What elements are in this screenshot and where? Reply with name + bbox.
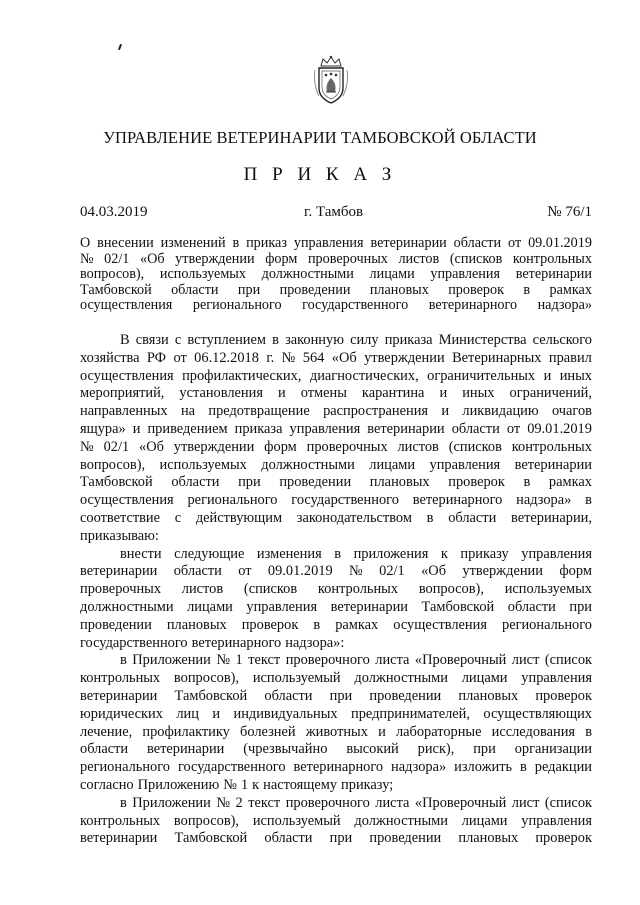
subject-line: осуществления регионального государственного ветеринарного надзора» xyxy=(80,297,592,314)
body-line: хозяйства РФ от 06.12.2018 г. № 564 «Об утверждении Ветеринарных правил xyxy=(80,349,592,366)
subject-line: Тамбовской области при проведении плановых проверок в рамках xyxy=(80,281,592,298)
subject-line: О внесении изменений в приказ управления ветеринарии области от 09.01.2019 xyxy=(80,235,592,251)
body-line: ветеринарии области от 09.01.2019 № 02/1 «Об утверждении форм xyxy=(80,563,592,580)
subject-line: вопросов), используемых должностными лицами управления ветеринарии xyxy=(80,266,592,283)
body-line: в Приложении № 2 текст проверочного листа «Проверочный лист (список xyxy=(120,794,592,811)
body-line: осуществления профилактических, диагностических, ограничительных и иных xyxy=(80,367,592,384)
body-line: № 02/1 «Об утверждении форм проверочных листов (списков контрольных xyxy=(80,438,592,455)
body-line: внести следующие изменения в приложения к приказу управления xyxy=(120,545,592,562)
body-line: приказываю: xyxy=(80,527,159,544)
organization-title: УПРАВЛЕНИЕ ВЕТЕРИНАРИИ ТАМБОВСКОЙ ОБЛАСТИ xyxy=(103,128,537,147)
body-line: осуществления регионального государственного ветеринарного надзора» в xyxy=(80,492,592,509)
body-line: юридических лиц и индивидуальных предпринимателей, осуществляющих xyxy=(80,705,592,722)
body-line: лечение, профилактику болезней животных и лабораторные исследования в xyxy=(80,723,592,740)
body-line: Тамбовской области при проведении плановых проверок в рамках xyxy=(80,474,592,491)
body-line: в Приложении № 1 текст проверочного листа «Проверочный лист (список xyxy=(120,652,592,669)
body-line: регионального государственного ветеринарного надзора» изложить в редакции xyxy=(80,759,592,776)
body-line: государственного ветеринарного надзора»: xyxy=(80,634,345,651)
document-body xyxy=(80,332,592,848)
coat-of-arms-emblem xyxy=(311,54,351,106)
subject-line: № 02/1 «Об утверждении форм проверочных листов (списков контрольных xyxy=(80,250,592,267)
body-line: ящура» и приведением приказа управления ветеринарии области от 09.01.2019 xyxy=(80,420,592,437)
body-line: проведении плановых проверок в рамках осуществления регионального xyxy=(80,616,592,633)
document-subject xyxy=(80,236,592,314)
document-type-title: П Р И К А З xyxy=(243,164,397,185)
document-meta-row xyxy=(80,204,592,224)
document-city: г. Тамбов xyxy=(304,204,364,220)
body-line: контрольных вопросов), используемый должностными лицами управления xyxy=(80,670,592,687)
body-line: вопросов), используемых должностными лицами управления ветеринарии xyxy=(80,456,592,473)
body-line: соответствие с действующим законодательством в области ветеринарии, xyxy=(80,509,592,526)
document-date: 04.03.2019 xyxy=(80,204,148,220)
body-line: области ветеринарии (чрезвычайно высокий риск), при организации xyxy=(80,741,592,758)
body-line: направленных на предотвращение распространения и ликвидацию очагов xyxy=(80,403,592,420)
document-number: № 76/1 xyxy=(547,204,592,220)
body-line: должностными лицами управления ветеринарии Тамбовской области при xyxy=(80,598,592,615)
body-line: мероприятий, установления и отмены карантина и иных ограничений, xyxy=(80,385,592,402)
body-line: проверочных листов (списков контрольных вопросов), используемых xyxy=(80,581,592,598)
body-line: ветеринарии Тамбовской области при проведении плановых проверок xyxy=(80,830,592,847)
body-line: ветеринарии Тамбовской области при проведении плановых проверок xyxy=(80,687,592,704)
body-line: В связи с вступлением в законную силу приказа Министерства сельского xyxy=(120,332,592,348)
stray-ink-mark xyxy=(118,44,122,50)
body-line: контрольных вопросов), используемый должностными лицами управления xyxy=(80,812,592,829)
body-line: согласно Приложению № 1 к настоящему приказу; xyxy=(80,776,394,793)
